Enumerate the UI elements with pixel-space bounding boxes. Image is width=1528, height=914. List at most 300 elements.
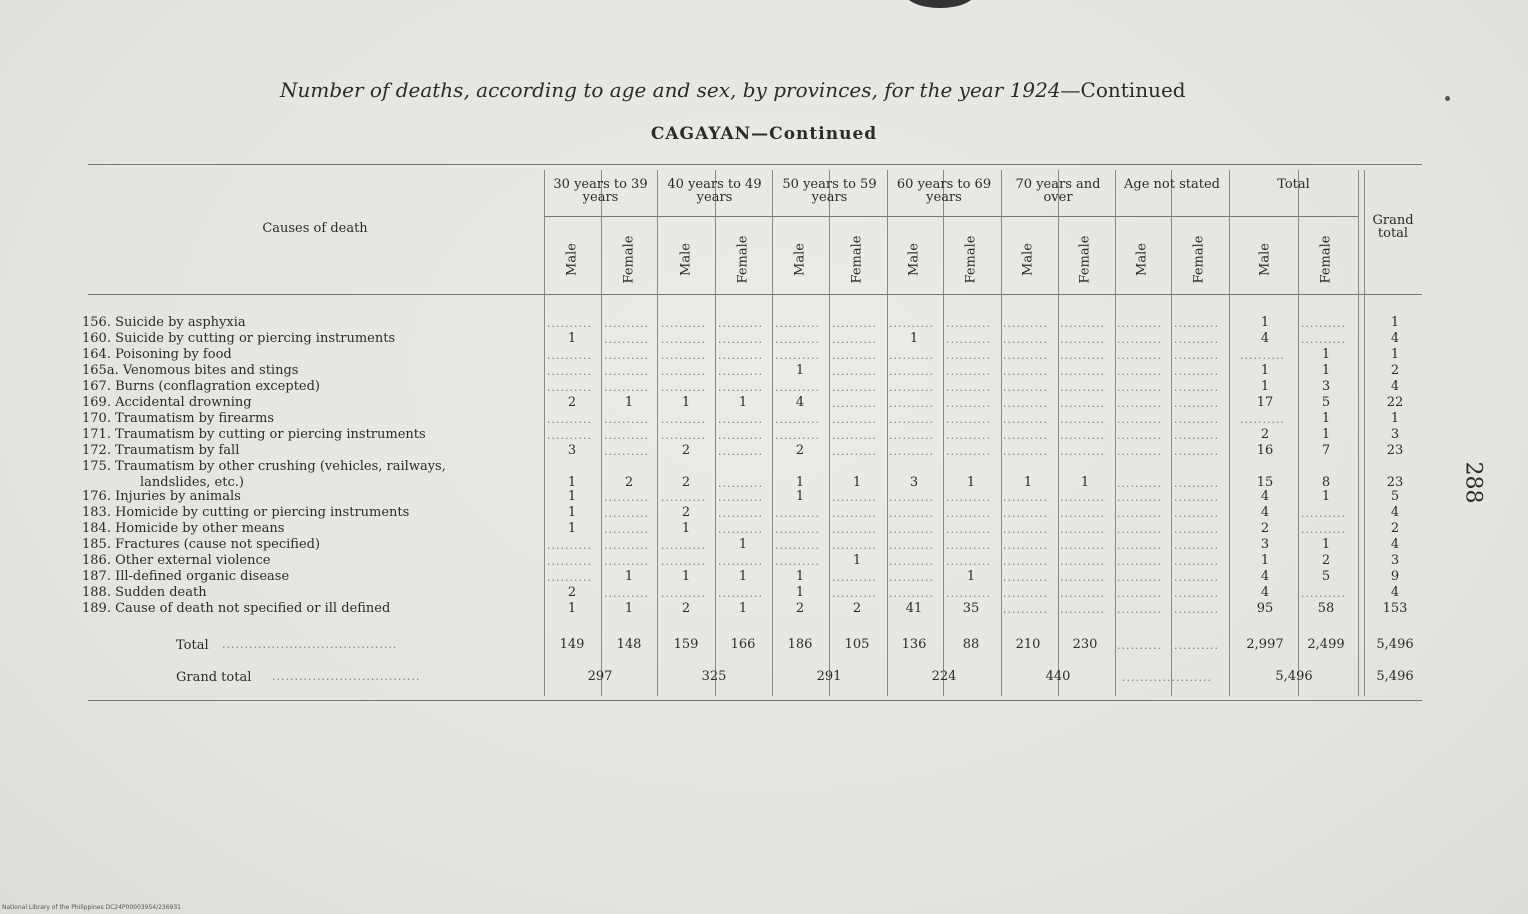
grand-total-cell: 440 bbox=[1045, 669, 1071, 684]
empty-cell-leader: .......... bbox=[1117, 333, 1162, 346]
empty-cell-leader: .......... bbox=[1117, 603, 1162, 616]
empty-cell-leader: .......... bbox=[1117, 639, 1162, 652]
cause-label: 169. Accidental drowning bbox=[82, 395, 252, 410]
data-cell: 3 bbox=[1390, 553, 1400, 568]
empty-cell-leader: .......... bbox=[604, 317, 649, 330]
grand-total-header: Grand total bbox=[1372, 213, 1414, 241]
cause-label: 183. Homicide by cutting or piercing instruments bbox=[82, 505, 410, 520]
column-rule bbox=[1001, 170, 1002, 696]
data-cell: 1 bbox=[966, 475, 976, 490]
empty-cell-leader: .......... bbox=[1060, 333, 1105, 346]
data-cell: 1 bbox=[1321, 489, 1331, 504]
empty-cell-leader: .......... bbox=[604, 413, 649, 426]
empty-cell-leader: .......... bbox=[1174, 523, 1219, 536]
empty-cell-leader: .......... bbox=[1003, 587, 1048, 600]
cause-label: 164. Poisoning by food bbox=[82, 347, 232, 362]
empty-cell-leader: .......... bbox=[661, 349, 706, 362]
grand-total-cell: 5,496 bbox=[1275, 669, 1313, 684]
grand-total-leader: ................................. bbox=[272, 670, 421, 683]
empty-cell-leader: .......... bbox=[946, 317, 991, 330]
empty-cell-leader: .......... bbox=[946, 491, 991, 504]
empty-cell-leader: .......... bbox=[1060, 397, 1105, 410]
data-cell: 1 bbox=[738, 537, 748, 552]
empty-cell-leader: .......... bbox=[547, 349, 592, 362]
empty-cell-leader: .......... bbox=[718, 429, 763, 442]
empty-cell-leader: .......... bbox=[889, 587, 934, 600]
age-group-header: 70 years and over bbox=[1015, 177, 1101, 205]
data-cell: 1 bbox=[681, 569, 691, 584]
empty-cell-leader: .......... bbox=[718, 555, 763, 568]
empty-cell-leader: .......... bbox=[1117, 365, 1162, 378]
data-cell: 1 bbox=[1260, 553, 1270, 568]
empty-cell-leader: .......... bbox=[1117, 381, 1162, 394]
empty-cell-leader: .......... bbox=[1060, 555, 1105, 568]
empty-cell-leader: .......... bbox=[889, 507, 934, 520]
empty-cell-leader: .......... bbox=[1174, 397, 1219, 410]
empty-cell-leader: .......... bbox=[1174, 365, 1219, 378]
age-group-header: 30 years to 39 years bbox=[553, 177, 648, 205]
empty-cell-leader: .......... bbox=[1060, 349, 1105, 362]
empty-cell-leader: .......... bbox=[1003, 491, 1048, 504]
female-column-header: Female bbox=[1318, 235, 1334, 284]
empty-cell-leader: .......... bbox=[718, 491, 763, 504]
data-cell: 1 bbox=[795, 363, 805, 378]
data-cell: 2 bbox=[795, 601, 805, 616]
empty-cell-leader: .......... bbox=[547, 571, 592, 584]
empty-cell-leader: .......... bbox=[661, 491, 706, 504]
empty-cell-leader: .......... bbox=[604, 445, 649, 458]
empty-cell-leader: .......... bbox=[1003, 413, 1048, 426]
empty-cell-leader: .......... bbox=[1301, 317, 1346, 330]
data-cell: 1 bbox=[567, 489, 577, 504]
data-cell: 153 bbox=[1382, 601, 1408, 616]
empty-cell-leader: .......... bbox=[889, 397, 934, 410]
page-title bbox=[280, 78, 1220, 102]
empty-cell-leader: .......... bbox=[1060, 603, 1105, 616]
title-text: Number of deaths, according to age and sex, by provinces, for the year 1924 bbox=[280, 78, 1061, 102]
total-cell: 5,496 bbox=[1376, 637, 1414, 652]
scan-credit: National Library of the Philippines DC24P00003954/236931 bbox=[2, 904, 182, 911]
empty-cell-leader: .......... bbox=[718, 365, 763, 378]
cause-label: 156. Suicide by asphyxia bbox=[82, 315, 246, 330]
data-cell: 4 bbox=[1390, 505, 1400, 520]
age-group-header: 50 years to 59 years bbox=[782, 177, 877, 205]
female-column-header: Female bbox=[735, 235, 751, 284]
empty-cell-leader: .......... bbox=[832, 397, 877, 410]
data-cell: 5 bbox=[1321, 569, 1331, 584]
empty-cell-leader: .......... bbox=[718, 349, 763, 362]
empty-cell-leader: .......... bbox=[775, 349, 820, 362]
data-cell: 1 bbox=[795, 585, 805, 600]
cause-label: 167. Burns (conflagration excepted) bbox=[82, 379, 320, 394]
cause-label-continued: landslides, etc.) bbox=[140, 475, 244, 490]
grand-total-label: Grand total bbox=[176, 670, 252, 685]
empty-cell-leader: .......... bbox=[604, 507, 649, 520]
empty-cell-leader: .......... bbox=[832, 413, 877, 426]
empty-cell-leader: .......... bbox=[1174, 587, 1219, 600]
empty-cell-leader: .......... bbox=[946, 365, 991, 378]
data-cell: 4 bbox=[1390, 379, 1400, 394]
cause-label: 160. Suicide by cutting or piercing instruments bbox=[82, 331, 396, 346]
column-rule bbox=[887, 170, 888, 696]
empty-cell-leader: .......... bbox=[889, 555, 934, 568]
empty-cell-leader: .......... bbox=[946, 381, 991, 394]
empty-cell-leader: .......... bbox=[1003, 365, 1048, 378]
empty-cell-leader: .......... bbox=[946, 507, 991, 520]
data-cell: 1 bbox=[795, 489, 805, 504]
empty-cell-leader: .......... bbox=[1003, 397, 1048, 410]
empty-cell-leader: .......... bbox=[1003, 523, 1048, 536]
empty-cell-leader: .......... bbox=[1060, 317, 1105, 330]
empty-cell-leader: .......... bbox=[889, 571, 934, 584]
total-leader: ....................................... bbox=[222, 638, 398, 651]
data-cell: 2 bbox=[1321, 553, 1331, 568]
empty-cell-leader: .......... bbox=[1117, 445, 1162, 458]
female-column-header: Female bbox=[849, 235, 865, 284]
data-cell: 4 bbox=[1260, 331, 1270, 346]
empty-cell-leader: .......... bbox=[1060, 587, 1105, 600]
empty-cell-leader: .......... bbox=[889, 413, 934, 426]
data-cell: 5 bbox=[1390, 489, 1400, 504]
data-cell: 1 bbox=[624, 601, 634, 616]
empty-cell-leader: .......... bbox=[1003, 317, 1048, 330]
cause-label: 165a. Venomous bites and stings bbox=[82, 363, 299, 378]
cause-label: 189. Cause of death not specified or ill defined bbox=[82, 601, 391, 616]
total-label: Total bbox=[176, 638, 209, 653]
empty-cell-leader: .......... bbox=[832, 445, 877, 458]
data-cell: 1 bbox=[909, 331, 919, 346]
empty-cell-leader: .......... bbox=[1003, 507, 1048, 520]
age-group-header: Total bbox=[1277, 177, 1310, 192]
data-cell: 2 bbox=[795, 443, 805, 458]
data-cell: 2 bbox=[681, 475, 691, 490]
data-cell: 1 bbox=[1321, 537, 1331, 552]
data-cell: 2 bbox=[624, 475, 634, 490]
top-rule bbox=[88, 164, 1422, 165]
empty-cell-leader: .......... bbox=[604, 333, 649, 346]
data-cell: 17 bbox=[1256, 395, 1274, 410]
empty-cell-leader: .......... bbox=[889, 491, 934, 504]
empty-cell-leader: .......... bbox=[946, 397, 991, 410]
column-rule bbox=[1115, 170, 1116, 696]
total-cell: 148 bbox=[616, 637, 642, 652]
male-column-header: Male bbox=[564, 243, 580, 276]
total-cell: 105 bbox=[844, 637, 870, 652]
empty-cell-leader: .......... bbox=[889, 381, 934, 394]
empty-cell-leader: .......... bbox=[1174, 571, 1219, 584]
data-cell: 8 bbox=[1321, 475, 1331, 490]
empty-cell-leader: .......... bbox=[1174, 429, 1219, 442]
column-rule bbox=[829, 170, 830, 696]
total-cell: 159 bbox=[673, 637, 699, 652]
age-group-header: Age not stated bbox=[1124, 177, 1220, 192]
empty-cell-leader: .......... bbox=[1117, 539, 1162, 552]
data-cell: 3 bbox=[1390, 427, 1400, 442]
data-cell: 58 bbox=[1317, 601, 1335, 616]
data-cell: 2 bbox=[1260, 521, 1270, 536]
empty-cell-leader: .......... bbox=[718, 317, 763, 330]
data-cell: 23 bbox=[1386, 475, 1404, 490]
data-cell: 1 bbox=[1390, 347, 1400, 362]
male-column-header: Male bbox=[1134, 243, 1150, 276]
grand-total-cell: 224 bbox=[931, 669, 957, 684]
data-cell: 1 bbox=[1321, 427, 1331, 442]
cause-label: 186. Other external violence bbox=[82, 553, 271, 568]
causes-header: Causes of death bbox=[262, 221, 368, 236]
empty-cell-leader: .......... bbox=[832, 571, 877, 584]
total-cell: 210 bbox=[1015, 637, 1041, 652]
empty-cell-leader: .......... bbox=[946, 523, 991, 536]
data-cell: 4 bbox=[1390, 331, 1400, 346]
total-cell: 166 bbox=[730, 637, 756, 652]
empty-cell-leader: .......... bbox=[1003, 539, 1048, 552]
empty-cell-leader: .......... bbox=[547, 555, 592, 568]
empty-cell-leader: .......... bbox=[832, 317, 877, 330]
female-column-header: Female bbox=[963, 235, 979, 284]
column-rule bbox=[772, 170, 773, 696]
empty-cell-leader: .......... bbox=[547, 317, 592, 330]
empty-cell-leader: .......... bbox=[832, 333, 877, 346]
empty-cell-leader: .......... bbox=[1003, 381, 1048, 394]
empty-cell-leader: .......... bbox=[775, 333, 820, 346]
empty-cell-leader: .......... bbox=[946, 349, 991, 362]
empty-cell-leader: .......... bbox=[604, 555, 649, 568]
total-cell: 136 bbox=[901, 637, 927, 652]
empty-cell-leader: .......... bbox=[1240, 413, 1285, 426]
empty-cell-leader: .......... bbox=[946, 413, 991, 426]
total-cell: 2,499 bbox=[1307, 637, 1345, 652]
empty-cell-leader: .......... bbox=[1174, 491, 1219, 504]
empty-cell-leader: .......... bbox=[832, 587, 877, 600]
empty-cell-leader: .......... bbox=[547, 365, 592, 378]
data-cell: 9 bbox=[1390, 569, 1400, 584]
data-cell: 1 bbox=[567, 505, 577, 520]
empty-cell-leader: .......... bbox=[832, 523, 877, 536]
empty-cell-leader: .......... bbox=[1117, 397, 1162, 410]
empty-cell-leader: .......... bbox=[889, 317, 934, 330]
empty-cell-leader: .......... bbox=[604, 587, 649, 600]
empty-cell-leader: .......... bbox=[946, 539, 991, 552]
total-cell: 186 bbox=[787, 637, 813, 652]
column-rule bbox=[1358, 170, 1359, 696]
total-cell: 149 bbox=[559, 637, 585, 652]
female-column-header: Female bbox=[1077, 235, 1093, 284]
data-cell: 2 bbox=[681, 601, 691, 616]
empty-cell-leader: .......... bbox=[889, 429, 934, 442]
header-bottom-rule bbox=[88, 294, 1422, 295]
empty-cell-leader: .......... bbox=[1060, 523, 1105, 536]
empty-cell-leader: .......... bbox=[1174, 477, 1219, 490]
cause-label: 172. Traumatism by fall bbox=[82, 443, 240, 458]
empty-cell-leader: .......... bbox=[718, 477, 763, 490]
empty-cell-leader: .......... bbox=[718, 445, 763, 458]
data-cell: 1 bbox=[1390, 411, 1400, 426]
empty-cell-leader: .......... bbox=[946, 587, 991, 600]
data-cell: 1 bbox=[567, 331, 577, 346]
empty-cell-leader: .......... bbox=[1301, 507, 1346, 520]
empty-cell-leader: .......... bbox=[1060, 381, 1105, 394]
data-cell: 1 bbox=[1260, 379, 1270, 394]
empty-cell-leader: .......... bbox=[1174, 413, 1219, 426]
empty-cell-leader: .......... bbox=[1117, 571, 1162, 584]
data-cell: 1 bbox=[738, 569, 748, 584]
empty-cell-leader: .......... bbox=[718, 523, 763, 536]
empty-cell-leader: .......... bbox=[661, 333, 706, 346]
empty-cell-leader: .......... bbox=[775, 317, 820, 330]
empty-cell-leader: .......... bbox=[604, 365, 649, 378]
age-group-header: 60 years to 69 years bbox=[896, 177, 992, 205]
total-cell: 230 bbox=[1072, 637, 1098, 652]
data-cell: 1 bbox=[966, 569, 976, 584]
empty-cell-leader: .......... bbox=[661, 381, 706, 394]
title-suffix: —Continued bbox=[1060, 78, 1186, 102]
data-cell: 22 bbox=[1386, 395, 1404, 410]
empty-cell-leader: .......... bbox=[775, 507, 820, 520]
empty-cell-leader: .......... bbox=[661, 365, 706, 378]
data-cell: 1 bbox=[681, 521, 691, 536]
empty-cell-leader: .......... bbox=[547, 429, 592, 442]
data-cell: 4 bbox=[1260, 489, 1270, 504]
data-cell: 7 bbox=[1321, 443, 1331, 458]
data-cell: 1 bbox=[624, 395, 634, 410]
empty-cell-leader: .......... bbox=[1117, 349, 1162, 362]
data-cell: 41 bbox=[905, 601, 923, 616]
data-cell: 4 bbox=[1260, 505, 1270, 520]
data-cell: 23 bbox=[1386, 443, 1404, 458]
male-column-header: Male bbox=[1257, 243, 1273, 276]
data-cell: 95 bbox=[1256, 601, 1274, 616]
empty-cell-leader: .......... bbox=[775, 413, 820, 426]
empty-cell-leader: .......... bbox=[1240, 349, 1285, 362]
empty-cell-leader: .......... bbox=[604, 539, 649, 552]
data-cell: 2 bbox=[852, 601, 862, 616]
column-rule bbox=[1058, 170, 1059, 696]
empty-cell-leader: .......... bbox=[1174, 381, 1219, 394]
scan-artifact bbox=[905, 0, 975, 8]
empty-cell-leader: .......... bbox=[1060, 571, 1105, 584]
empty-cell-leader: .......... bbox=[775, 523, 820, 536]
column-rule bbox=[657, 170, 658, 696]
cause-label: 171. Traumatism by cutting or piercing instruments bbox=[82, 427, 426, 442]
data-cell: 4 bbox=[795, 395, 805, 410]
data-cell: 1 bbox=[738, 601, 748, 616]
cause-label: 170. Traumatism by firearms bbox=[82, 411, 275, 426]
data-cell: 1 bbox=[795, 475, 805, 490]
empty-cell-leader: .......... bbox=[946, 555, 991, 568]
empty-cell-leader: .......... bbox=[1117, 587, 1162, 600]
empty-cell-leader: .......... bbox=[1003, 333, 1048, 346]
column-rule bbox=[544, 170, 545, 696]
empty-cell-leader: .......... bbox=[889, 349, 934, 362]
data-cell: 3 bbox=[1321, 379, 1331, 394]
empty-cell-leader: .......... bbox=[832, 491, 877, 504]
empty-cell-leader: .......... bbox=[1117, 477, 1162, 490]
empty-cell-leader: .......... bbox=[718, 587, 763, 600]
data-cell: 5 bbox=[1321, 395, 1331, 410]
empty-cell-leader: .......... bbox=[604, 429, 649, 442]
cause-label: 187. Ill-defined organic disease bbox=[82, 569, 290, 584]
male-column-header: Male bbox=[1020, 243, 1036, 276]
empty-cell-leader: .......... bbox=[1174, 445, 1219, 458]
empty-cell-leader: .......... bbox=[1060, 413, 1105, 426]
empty-cell-leader: .......... bbox=[775, 429, 820, 442]
data-cell: 1 bbox=[852, 475, 862, 490]
data-cell: 1 bbox=[738, 395, 748, 410]
empty-cell-leader: .......... bbox=[1174, 317, 1219, 330]
empty-cell-leader: .......... bbox=[661, 587, 706, 600]
data-cell: 16 bbox=[1256, 443, 1274, 458]
empty-cell-leader: .......... bbox=[547, 381, 592, 394]
male-column-header: Male bbox=[792, 243, 808, 276]
data-cell: 3 bbox=[909, 475, 919, 490]
empty-cell-leader: .......... bbox=[1174, 349, 1219, 362]
empty-cell-leader: .......... bbox=[775, 381, 820, 394]
column-rule bbox=[943, 170, 944, 696]
data-cell: 2 bbox=[681, 505, 691, 520]
empty-cell-leader: .......... bbox=[604, 523, 649, 536]
empty-cell-leader: .......... bbox=[946, 429, 991, 442]
grand-total-cell: 291 bbox=[816, 669, 842, 684]
empty-cell-leader: .......... bbox=[1174, 639, 1219, 652]
empty-cell-leader: .......... bbox=[889, 445, 934, 458]
column-rule bbox=[1171, 170, 1172, 696]
empty-cell-leader: .......... bbox=[1301, 333, 1346, 346]
empty-cell-leader: .......... bbox=[1003, 571, 1048, 584]
grand-total-rule bbox=[1364, 170, 1365, 696]
cause-label: 175. Traumatism by other crushing (vehicles, railways, bbox=[82, 459, 446, 474]
data-cell: 1 bbox=[852, 553, 862, 568]
data-cell: 4 bbox=[1390, 537, 1400, 552]
empty-cell-leader: .......... bbox=[1174, 507, 1219, 520]
male-column-header: Male bbox=[906, 243, 922, 276]
empty-cell-leader: .......... bbox=[1060, 539, 1105, 552]
empty-cell-leader: .......... bbox=[718, 333, 763, 346]
data-cell: 3 bbox=[1260, 537, 1270, 552]
data-cell: 2 bbox=[567, 585, 577, 600]
empty-cell-leader: .......... bbox=[1174, 555, 1219, 568]
data-cell: 1 bbox=[624, 569, 634, 584]
empty-cell-leader: .......... bbox=[604, 381, 649, 394]
empty-cell-leader: .......... bbox=[775, 555, 820, 568]
empty-cell-leader: .......... bbox=[832, 381, 877, 394]
scan-speck bbox=[1445, 96, 1450, 101]
data-cell: 1 bbox=[567, 475, 577, 490]
empty-cell-leader: .......... bbox=[1117, 555, 1162, 568]
province-subtitle: CAGAYAN—Continued bbox=[650, 124, 878, 144]
empty-cell-leader: .................... bbox=[1122, 671, 1212, 684]
male-column-header: Male bbox=[678, 243, 694, 276]
total-cell: 2,997 bbox=[1246, 637, 1284, 652]
age-group-header: 40 years to 49 years bbox=[667, 177, 762, 205]
empty-cell-leader: .......... bbox=[889, 539, 934, 552]
empty-cell-leader: .......... bbox=[1060, 429, 1105, 442]
grand-total-cell: 297 bbox=[587, 669, 613, 684]
empty-cell-leader: .......... bbox=[547, 413, 592, 426]
empty-cell-leader: .......... bbox=[1060, 491, 1105, 504]
column-rule bbox=[715, 170, 716, 696]
data-cell: 4 bbox=[1260, 585, 1270, 600]
empty-cell-leader: .......... bbox=[832, 539, 877, 552]
empty-cell-leader: .......... bbox=[718, 413, 763, 426]
data-cell: 1 bbox=[567, 521, 577, 536]
data-cell: 1 bbox=[1260, 363, 1270, 378]
empty-cell-leader: .......... bbox=[1003, 429, 1048, 442]
data-cell: 1 bbox=[1321, 347, 1331, 362]
empty-cell-leader: .......... bbox=[1117, 491, 1162, 504]
empty-cell-leader: .......... bbox=[1003, 555, 1048, 568]
empty-cell-leader: .......... bbox=[661, 413, 706, 426]
empty-cell-leader: .......... bbox=[661, 539, 706, 552]
